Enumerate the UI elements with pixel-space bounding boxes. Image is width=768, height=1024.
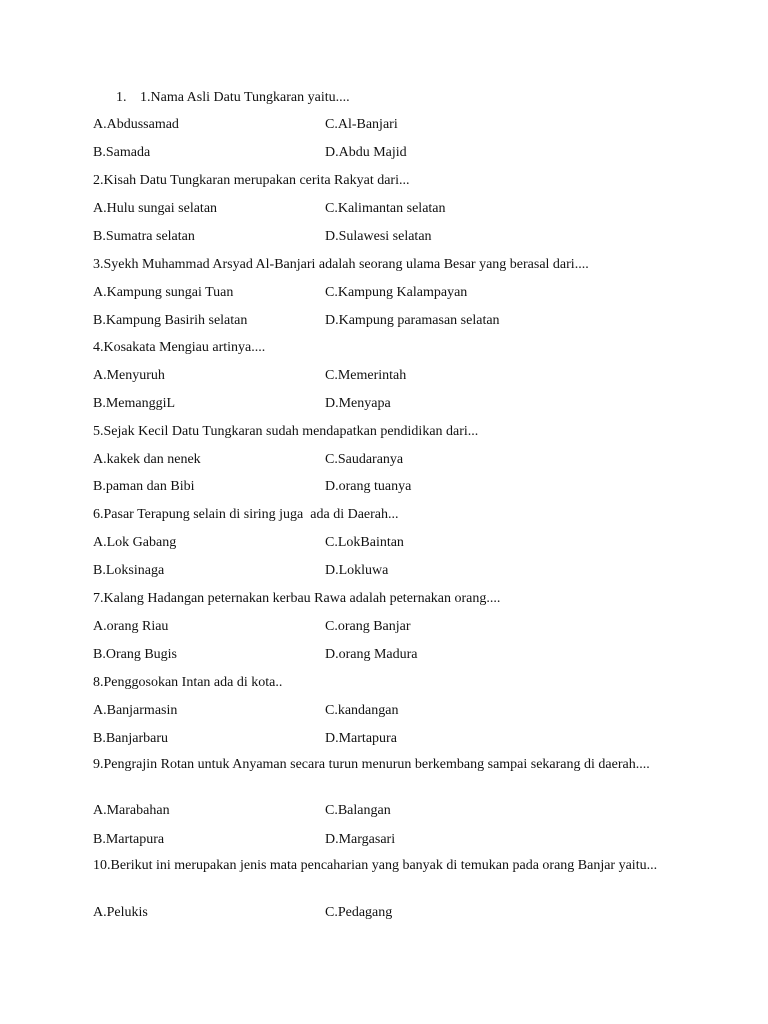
question-8-option-a: A.Banjarmasin <box>93 703 178 718</box>
question-4-option-d: D.Menyapa <box>325 396 391 411</box>
question-7-option-d: D.orang Madura <box>325 647 418 662</box>
question-9-text: 9.Pengrajin Rotan untuk Anyaman secara turun menurun berkembang sampai sekarang di daerah.... <box>93 757 650 772</box>
question-2-option-d: D.Sulawesi selatan <box>325 229 432 244</box>
question-8-option-c: C.kandangan <box>325 703 399 718</box>
question-1-text: 1.Nama Asli Datu Tungkaran yaitu.... <box>140 90 350 105</box>
question-6-option-c: C.LokBaintan <box>325 535 404 550</box>
question-8-text: 8.Penggosokan Intan ada di kota.. <box>93 675 283 690</box>
question-1-option-c: C.Al-Banjari <box>325 117 398 132</box>
question-4-option-b: B.MemanggiL <box>93 396 176 411</box>
question-3-option-c: C.Kampung Kalampayan <box>325 285 468 300</box>
question-5-option-a: A.kakek dan nenek <box>93 452 201 467</box>
question-6-text: 6.Pasar Terapung selain di siring juga ada di Daerah... <box>93 507 399 522</box>
question-10-text: 10.Berikut ini merupakan jenis mata pencaharian yang banyak di temukan pada orang Banjar yaitu... <box>93 858 658 873</box>
question-1-option-a: A.Abdussamad <box>93 117 179 132</box>
question-7-option-c: C.orang Banjar <box>325 619 411 634</box>
question-6-option-b: B.Loksinaga <box>93 563 165 578</box>
question-5-option-b: B.paman dan Bibi <box>93 479 195 494</box>
question-5-option-c: C.Saudaranya <box>325 452 404 467</box>
question-9-option-a: A.Marabahan <box>93 803 170 818</box>
question-9-option-c: C.Balangan <box>325 803 391 818</box>
question-1-option-b: B.Samada <box>93 145 151 160</box>
list-number: 1. <box>116 90 127 105</box>
question-5-option-d: D.orang tuanya <box>325 479 412 494</box>
question-5-text: 5.Sejak Kecil Datu Tungkaran sudah mendapatkan pendidikan dari... <box>93 424 479 439</box>
question-3-text: 3.Syekh Muhammad Arsyad Al-Banjari adalah seorang ulama Besar yang berasal dari.... <box>93 257 589 272</box>
question-7-option-a: A.orang Riau <box>93 619 169 634</box>
question-6-option-a: A.Lok Gabang <box>93 535 177 550</box>
question-4-text: 4.Kosakata Mengiau artinya.... <box>93 340 266 355</box>
question-9-option-b: B.Martapura <box>93 832 165 847</box>
question-3-option-d: D.Kampung paramasan selatan <box>325 313 500 328</box>
question-2-option-b: B.Sumatra selatan <box>93 229 195 244</box>
question-2-text: 2.Kisah Datu Tungkaran merupakan cerita Rakyat dari... <box>93 173 410 188</box>
question-7-option-b: B.Orang Bugis <box>93 647 177 662</box>
question-3-option-a: A.Kampung sungai Tuan <box>93 285 234 300</box>
question-4-option-c: C.Memerintah <box>325 368 407 383</box>
question-8-option-d: D.Martapura <box>325 731 397 746</box>
question-2-option-a: A.Hulu sungai selatan <box>93 201 218 216</box>
question-6-option-d: D.Lokluwa <box>325 563 389 578</box>
question-7-text: 7.Kalang Hadangan peternakan kerbau Rawa adalah peternakan orang.... <box>93 591 501 606</box>
question-1-option-d: D.Abdu Majid <box>325 145 407 160</box>
question-10-option-a: A.Pelukis <box>93 905 148 920</box>
question-8-option-b: B.Banjarbaru <box>93 731 169 746</box>
question-3-option-b: B.Kampung Basirih selatan <box>93 313 248 328</box>
question-9-option-d: D.Margasari <box>325 832 396 847</box>
question-4-option-a: A.Menyuruh <box>93 368 165 383</box>
question-10-option-c: C.Pedagang <box>325 905 393 920</box>
question-2-option-c: C.Kalimantan selatan <box>325 201 446 216</box>
